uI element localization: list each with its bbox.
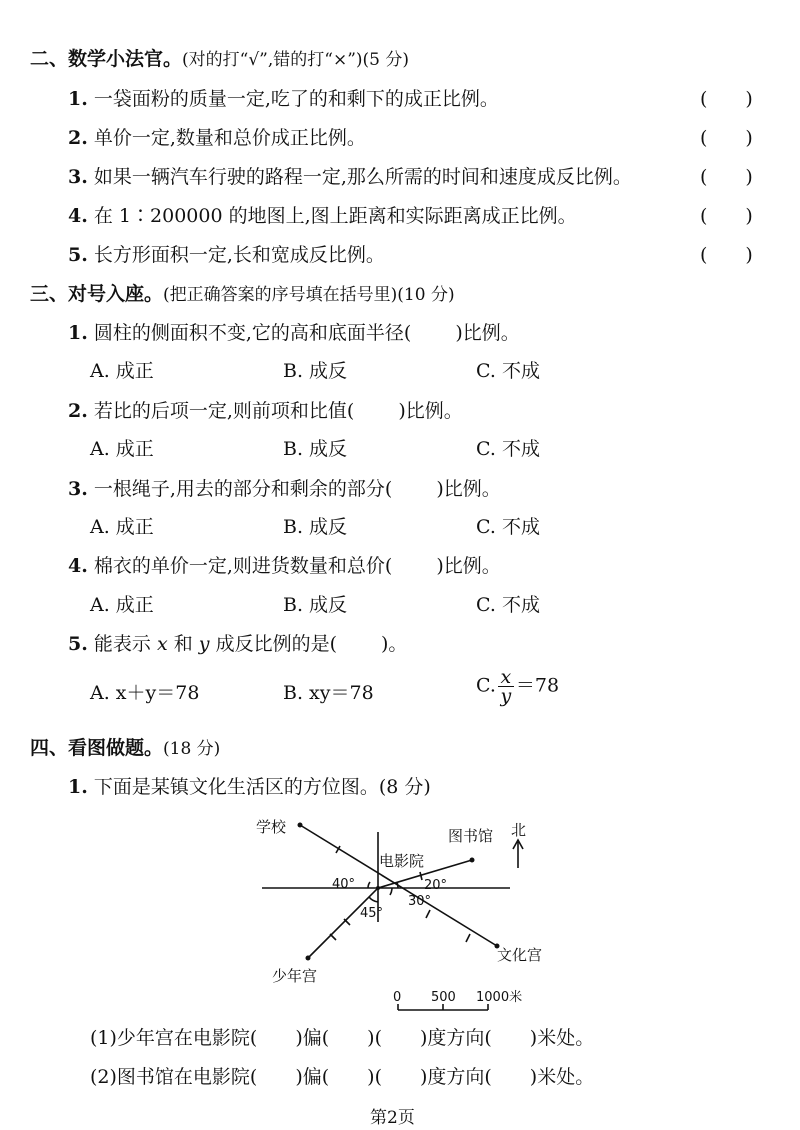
question-text: 下面是某镇文化生活区的方位图。(8 分) bbox=[93, 776, 431, 798]
library-label: 图书馆 bbox=[448, 827, 494, 845]
option-a[interactable]: A. 成正 bbox=[90, 438, 154, 460]
option-c-label: C. bbox=[476, 674, 496, 697]
cinema-youth-line bbox=[308, 888, 378, 958]
scale-label-1000: 1000米 bbox=[476, 990, 523, 1005]
s2-answer-blank-4[interactable]: ( ) bbox=[700, 205, 753, 227]
question-text: 棉衣的单价一定,则进货数量和总价( bbox=[93, 555, 393, 577]
angle-label-45: 45° bbox=[360, 906, 384, 921]
section-2-note: (对的打“√”,错的打“×”)(5 分) bbox=[182, 50, 410, 70]
option-b[interactable]: B. 成反 bbox=[283, 360, 348, 382]
option-a[interactable]: A. 成正 bbox=[90, 516, 154, 538]
section-3-title: 三、对号入座。 bbox=[30, 283, 164, 305]
question-number: 4. bbox=[68, 205, 88, 227]
angle-arc-30 bbox=[390, 888, 392, 895]
youth-palace-label: 少年宫 bbox=[272, 967, 318, 985]
question-text-end: )比例。 bbox=[398, 400, 463, 422]
option-b[interactable]: B. xy＝78 bbox=[283, 682, 374, 704]
s2-answer-blank-1[interactable]: ( ) bbox=[700, 88, 753, 110]
question-text: 一根绳子,用去的部分和剩余的部分( bbox=[93, 478, 393, 500]
youth-palace-point bbox=[306, 956, 311, 961]
question-text: 如果一辆汽车行驶的路程一定,那么所需的时间和速度成反比例。 bbox=[93, 166, 632, 188]
s4-fill-question-2[interactable]: (2)图书馆在电影院( )偏( )( )度方向( )米处。 bbox=[90, 1066, 595, 1088]
culture-palace-label: 文化宫 bbox=[497, 946, 543, 964]
section-4-title: 四、看图做题。 bbox=[30, 737, 164, 759]
option-c[interactable]: C. 不成 bbox=[476, 438, 540, 460]
scale-tick bbox=[466, 934, 470, 942]
question-number: 3. bbox=[68, 478, 88, 500]
option-a[interactable]: A. 成正 bbox=[90, 360, 154, 382]
s2-answer-blank-2[interactable]: ( ) bbox=[700, 127, 753, 149]
question-text-end: )比例。 bbox=[436, 555, 501, 577]
option-c[interactable]: C. 不成 bbox=[476, 594, 540, 616]
school-label: 学校 bbox=[256, 818, 287, 836]
scale-label-0: 0 bbox=[393, 990, 402, 1005]
library-point bbox=[470, 858, 475, 863]
option-a[interactable]: A. 成正 bbox=[90, 594, 154, 616]
north-label: 北 bbox=[511, 821, 527, 839]
question-number: 2. bbox=[68, 400, 88, 422]
fraction-denominator: y bbox=[500, 685, 512, 707]
section-3-note: (把正确答案的序号填在括号里)(10 分) bbox=[163, 285, 455, 305]
question-number: 5. bbox=[68, 244, 88, 266]
question-number: 1. bbox=[68, 88, 88, 110]
option-c[interactable]: C. 不成 bbox=[476, 516, 540, 538]
school-point bbox=[298, 823, 303, 828]
question-number: 1. bbox=[68, 322, 88, 344]
question-text: 若比的后项一定,则前项和比值( bbox=[93, 400, 355, 422]
cinema-point bbox=[376, 886, 380, 890]
angle-label-20: 20° bbox=[424, 878, 448, 893]
angle-label-40: 40° bbox=[332, 877, 356, 892]
scale-label-500: 500 bbox=[431, 990, 456, 1005]
section-4-note: (18 分) bbox=[163, 739, 221, 759]
option-b[interactable]: B. 成反 bbox=[283, 594, 348, 616]
s2-answer-blank-3[interactable]: ( ) bbox=[700, 166, 753, 188]
question-text: 一袋面粉的质量一定,吃了的和剩下的成正比例。 bbox=[93, 88, 499, 110]
variable-x: x bbox=[156, 633, 168, 655]
s4-fill-question-1[interactable]: (1)少年宫在电影院( )偏( )( )度方向( )米处。 bbox=[90, 1027, 595, 1049]
cinema-label: 电影院 bbox=[379, 852, 425, 870]
scale-tick bbox=[426, 910, 430, 918]
question-text: 单价一定,数量和总价成正比例。 bbox=[93, 127, 366, 149]
question-text: 成反比例的是( bbox=[215, 633, 337, 655]
page-number: 第2页 bbox=[370, 1108, 415, 1128]
fraction-numerator: x bbox=[500, 666, 512, 688]
question-text: 和 bbox=[173, 633, 193, 655]
option-b[interactable]: B. 成反 bbox=[283, 516, 348, 538]
angle-arc-40 bbox=[368, 882, 370, 888]
angle-arc-20 bbox=[397, 882, 398, 888]
question-number: 1. bbox=[68, 776, 88, 798]
angle-label-30: 30° bbox=[408, 894, 432, 909]
angle-arc-45 bbox=[369, 897, 378, 902]
variable-y: y bbox=[198, 633, 210, 655]
question-text: 长方形面积一定,长和宽成反比例。 bbox=[93, 244, 385, 266]
question-number: 3. bbox=[68, 166, 88, 188]
section-2-title: 二、数学小法官。 bbox=[30, 48, 183, 70]
question-number: 5. bbox=[68, 633, 88, 655]
option-b[interactable]: B. 成反 bbox=[283, 438, 348, 460]
question-text: 圆柱的侧面积不变,它的高和底面半径( bbox=[93, 322, 412, 344]
option-a[interactable]: A. x＋y＝78 bbox=[90, 682, 200, 704]
s2-answer-blank-5[interactable]: ( ) bbox=[700, 244, 753, 266]
question-text-end: )比例。 bbox=[455, 322, 520, 344]
question-text-end: )比例。 bbox=[436, 478, 501, 500]
question-number: 2. bbox=[68, 127, 88, 149]
question-text: 在 1∶200000 的地图上,图上距离和实际距离成正比例。 bbox=[93, 205, 577, 227]
question-text-end: )。 bbox=[380, 633, 408, 655]
question-number: 4. bbox=[68, 555, 88, 577]
scale-tick bbox=[330, 934, 336, 940]
option-c[interactable]: C. 不成 bbox=[476, 360, 540, 382]
scale-tick bbox=[420, 872, 422, 880]
option-c-value: ＝78 bbox=[515, 674, 560, 697]
question-text: 能表示 bbox=[93, 633, 151, 655]
